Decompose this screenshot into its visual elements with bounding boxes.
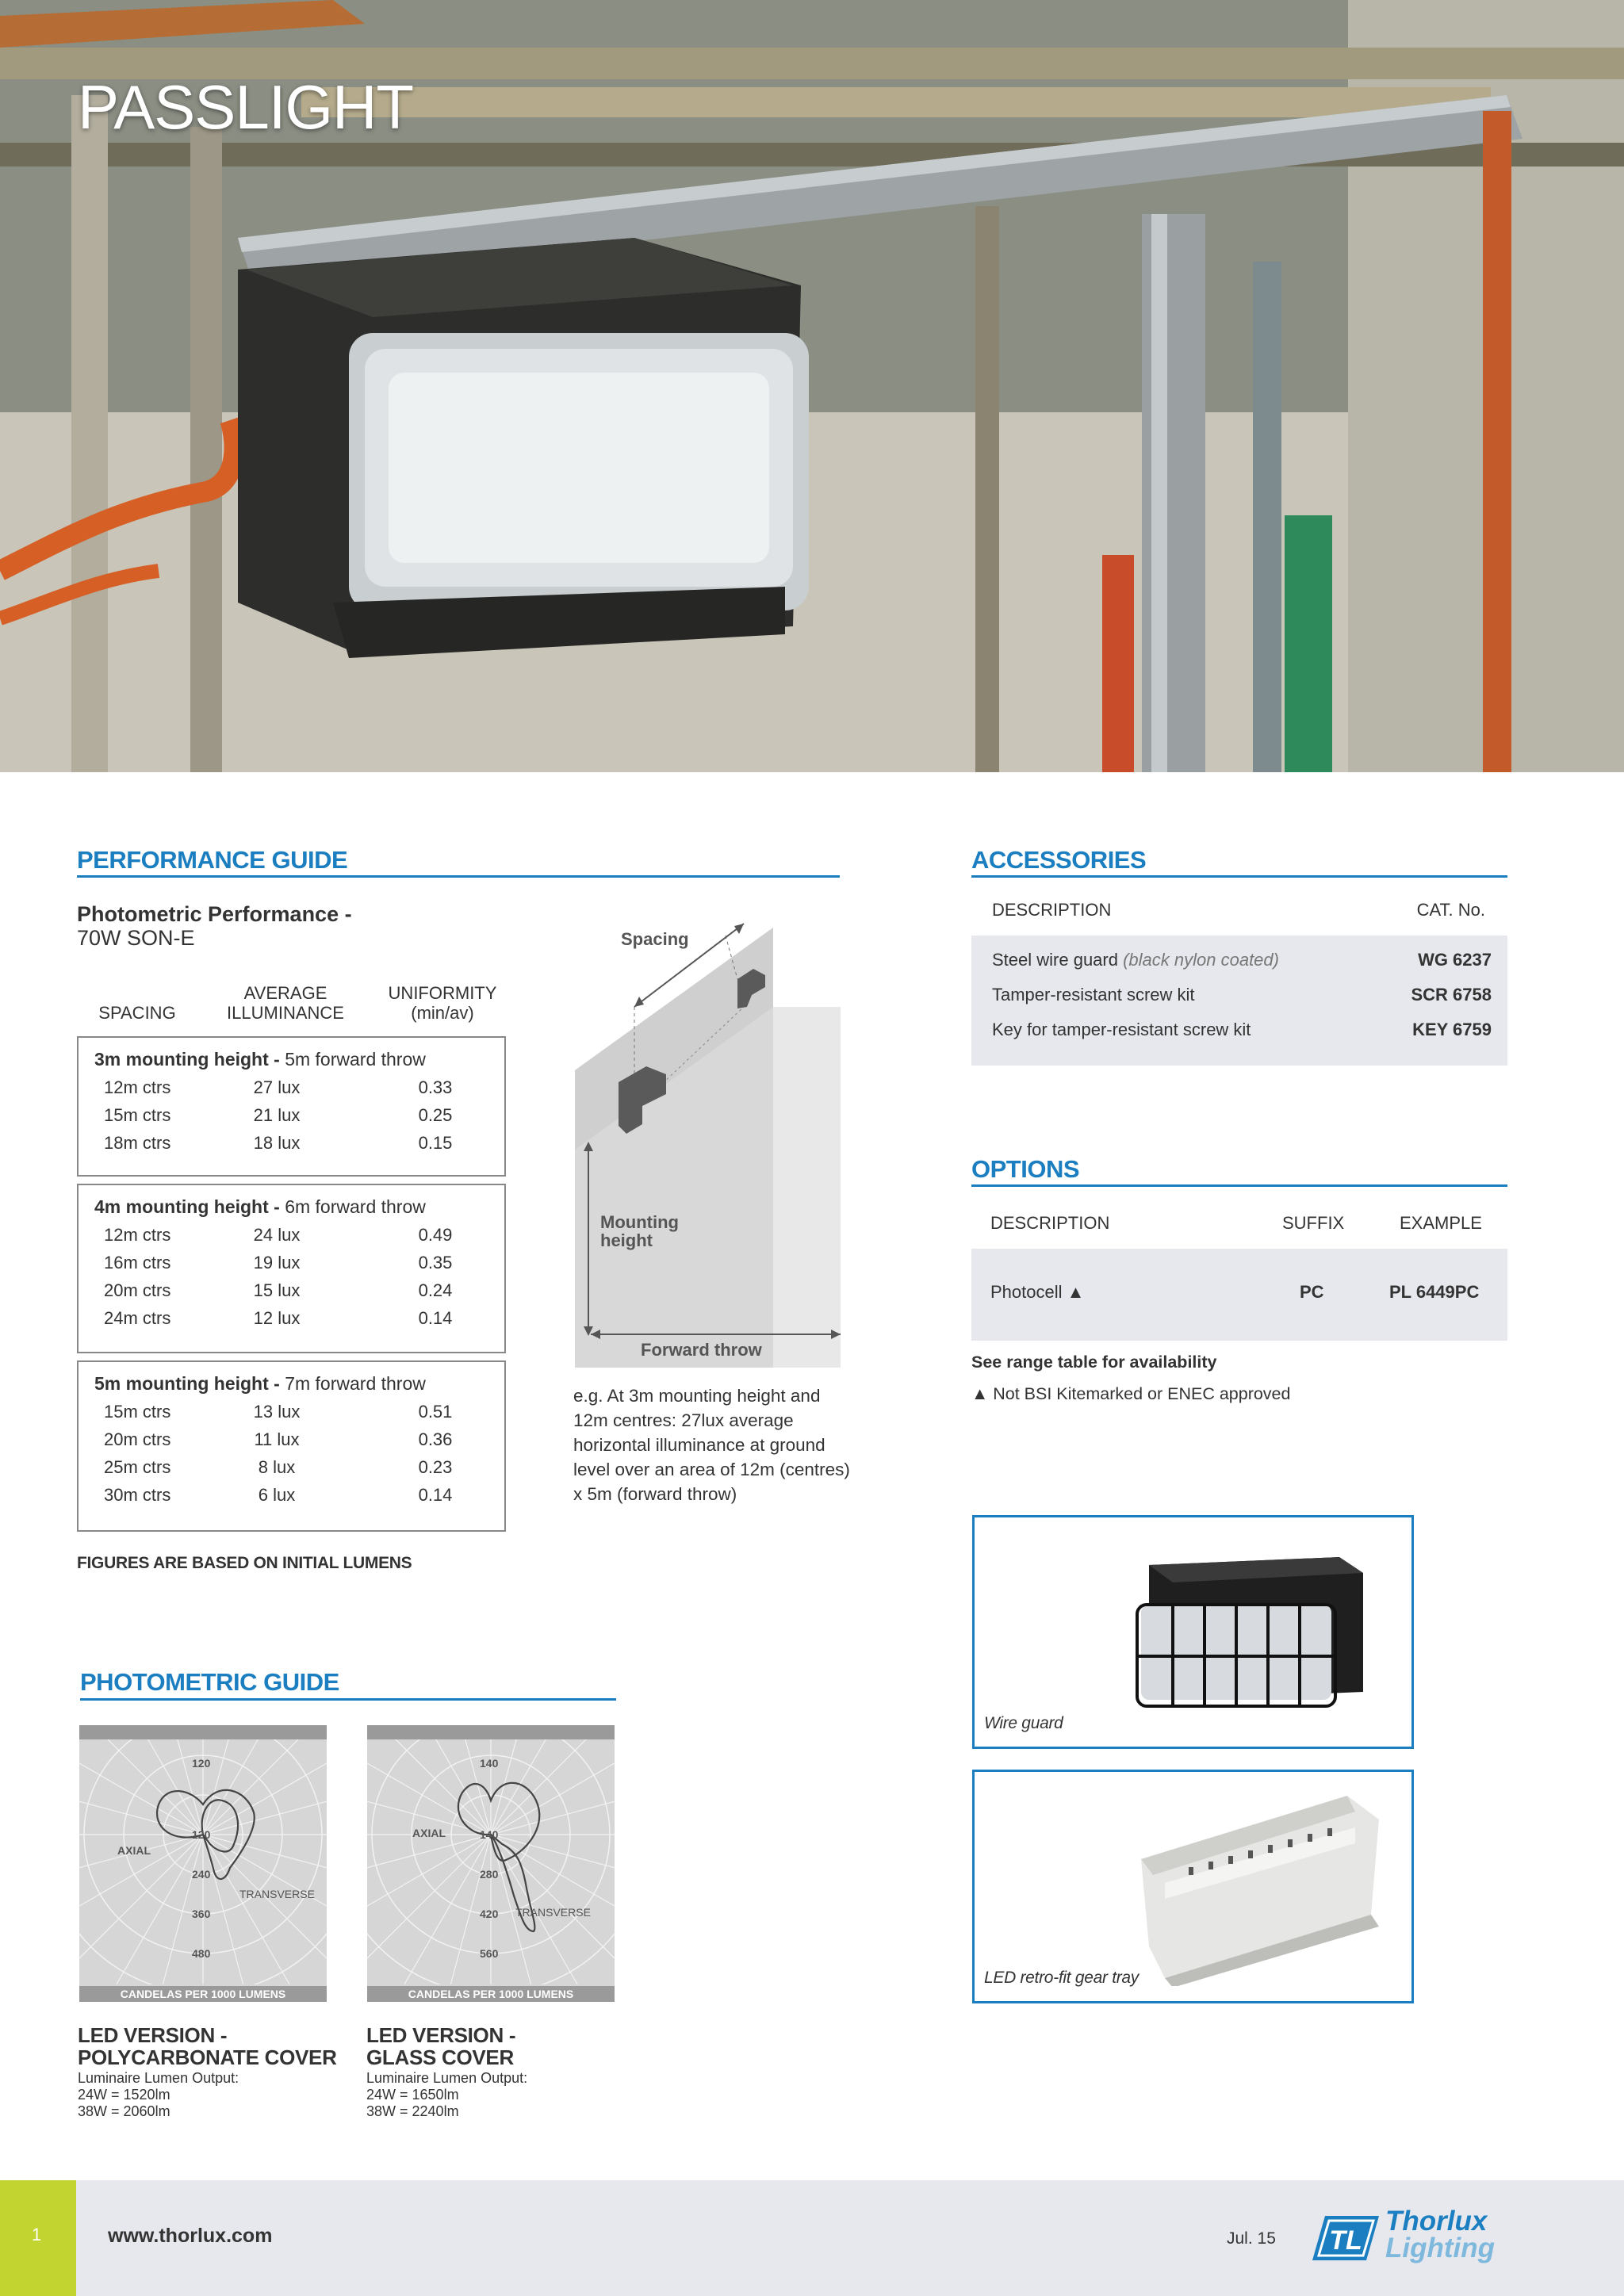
forward-throw: 5m forward throw (285, 1049, 426, 1070)
mounting-height: 5m mounting height - (94, 1373, 285, 1394)
illuminance-cell: 21 lux (253, 1105, 301, 1125)
performance-guide-rule (77, 875, 840, 878)
gear-tray-caption: LED retro-fit gear tray (984, 1969, 1139, 1987)
accessory-note: (black nylon coated) (1123, 950, 1279, 970)
mounting-height: 3m mounting height - (94, 1049, 285, 1070)
subtitle-lamp: 70W SON-E (77, 926, 195, 950)
options-heading: OPTIONS (971, 1155, 1080, 1183)
polar-ring-label: 120 (192, 1757, 211, 1770)
wire-guard-caption: Wire guard (984, 1714, 1063, 1732)
page-number: 1 (32, 2225, 42, 2244)
unif-line-2: (min/av) (411, 1003, 474, 1023)
glass-title-1: LED VERSION - (366, 2023, 516, 2047)
accessories-heading: ACCESSORIES (971, 846, 1147, 874)
gear-tray-product-image (1133, 1788, 1395, 1986)
polar-ring-label: 120 (192, 1828, 211, 1841)
candelas-caption: CANDELAS PER 1000 LUMENS (408, 1988, 574, 2000)
axial-label: AXIAL (412, 1827, 446, 1839)
glass-line-2: 24W = 1650lm (366, 2087, 459, 2103)
polycarbonate-caption (78, 2024, 337, 2120)
uniformity-cell: 0.23 (418, 1457, 453, 1477)
photometric-guide-heading: PHOTOMETRIC GUIDE (80, 1668, 339, 1696)
col-header-illuminance (206, 983, 365, 1023)
poly-line-2: 24W = 1520lm (78, 2087, 170, 2103)
mounting-group-title (94, 1049, 426, 1070)
accessory-name: Steel wire guard (992, 950, 1124, 970)
forward-throw: 6m forward throw (285, 1196, 426, 1217)
mounting-group-title (94, 1196, 426, 1218)
polar-ring-label: 140 (480, 1828, 499, 1841)
accessory-name: Key for tamper-resistant screw kit (992, 1020, 1251, 1039)
accessories-rule (971, 875, 1507, 878)
poly-line-1: Luminaire Lumen Output: (78, 2070, 239, 2086)
spacing-cell: 25m ctrs (104, 1457, 171, 1477)
uniformity-cell: 0.33 (418, 1077, 453, 1097)
lumens-footnote: FIGURES ARE BASED ON INITIAL LUMENS (77, 1554, 412, 1572)
mounting-group (77, 1184, 506, 1353)
performance-guide-heading: PERFORMANCE GUIDE (77, 846, 348, 874)
illuminance-cell: 24 lux (253, 1225, 301, 1245)
illuminance-cell: 8 lux (258, 1457, 296, 1477)
glass-line-3: 38W = 2240lm (366, 2103, 459, 2119)
spacing-cell: 12m ctrs (104, 1225, 171, 1245)
uniformity-cell: 0.35 (418, 1253, 453, 1272)
spacing-cell: 12m ctrs (104, 1077, 171, 1097)
option-example: PL 6449PC (1389, 1282, 1480, 1302)
polar-ring-label: 480 (192, 1947, 211, 1960)
polar-diagram-glass (367, 1725, 615, 2002)
forward-throw: 7m forward throw (285, 1373, 426, 1394)
publication-date: Jul. 15 (1227, 2229, 1276, 2248)
options-col-description: DESCRIPTION (990, 1213, 1110, 1233)
glass-caption (366, 2024, 527, 2120)
polar-ring-label: 420 (480, 1908, 499, 1920)
tl-logo-icon (1312, 2213, 1379, 2263)
poly-title-2: POLYCARBONATE COVER (78, 2045, 337, 2069)
polar-ring-label: 560 (480, 1947, 499, 1960)
poly-title-1: LED VERSION - (78, 2023, 228, 2047)
mounting-diagram (571, 912, 848, 1368)
logo-word-1: Thorlux (1385, 2206, 1488, 2237)
accessory-name: Tamper-resistant screw kit (992, 985, 1195, 1004)
logo-word-2: Lighting (1385, 2233, 1496, 2263)
photometric-guide-rule (80, 1698, 616, 1701)
spacing-cell: 20m ctrs (104, 1280, 171, 1300)
gear-tray-image-box (972, 1770, 1414, 2003)
spacing-cell: 24m ctrs (104, 1308, 171, 1328)
example-explanation (573, 1383, 850, 1506)
candelas-caption: CANDELAS PER 1000 LUMENS (120, 1988, 286, 2000)
accessory-description (992, 1020, 1251, 1040)
uniformity-cell: 0.51 (418, 1402, 453, 1422)
example-line: e.g. At 3m mounting height and (573, 1386, 821, 1406)
mounting-line-2: height (600, 1230, 653, 1250)
diagram-forward-label: Forward throw (641, 1340, 762, 1360)
mounting-height: 4m mounting height - (94, 1196, 285, 1217)
diagram-spacing-label: Spacing (621, 929, 689, 949)
polar-diagram-polycarbonate (79, 1725, 327, 2002)
example-line: 12m centres: 27lux average (573, 1410, 794, 1430)
illuminance-cell: 13 lux (253, 1402, 301, 1422)
illuminance-cell: 11 lux (254, 1429, 300, 1449)
polar-ring-label: 140 (480, 1757, 499, 1770)
options-col-example: EXAMPLE (1400, 1213, 1482, 1233)
spacing-cell: 18m ctrs (104, 1133, 171, 1153)
polar-ring-label: 240 (192, 1868, 211, 1881)
photometric-performance-subtitle (77, 902, 352, 950)
col-header-uniformity (379, 983, 506, 1023)
accessories-table-body (971, 936, 1507, 1066)
svg-text:TL: TL (1329, 2225, 1362, 2256)
axial-label: AXIAL (117, 1844, 151, 1857)
example-line: horizontal illuminance at ground (573, 1435, 825, 1455)
uniformity-cell: 0.24 (418, 1280, 453, 1300)
spacing-cell: 15m ctrs (104, 1105, 171, 1125)
options-rule (971, 1184, 1507, 1187)
page-title: PASSLIGHT (78, 72, 414, 142)
option-suffix: PC (1300, 1282, 1324, 1302)
uniformity-cell: 0.14 (418, 1485, 453, 1505)
page-number-tab (0, 2180, 76, 2296)
illuminance-cell: 27 lux (253, 1077, 301, 1097)
glass-line-1: Luminaire Lumen Output: (366, 2070, 528, 2086)
accessory-description (992, 950, 1279, 970)
options-col-suffix: SUFFIX (1282, 1213, 1345, 1233)
accessories-col-description: DESCRIPTION (992, 900, 1112, 920)
illum-line-2: ILLUMINANCE (227, 1003, 344, 1023)
mounting-line-1: Mounting (600, 1212, 679, 1232)
unif-line-1: UNIFORMITY (388, 983, 497, 1003)
col-header-spacing: SPACING (98, 1003, 176, 1023)
uniformity-cell: 0.36 (418, 1429, 453, 1449)
accessories-header-row (971, 888, 1507, 931)
spacing-cell: 20m ctrs (104, 1429, 171, 1449)
illuminance-cell: 6 lux (258, 1485, 296, 1505)
accessories-col-cat: CAT. No. (1416, 900, 1485, 920)
accessory-cat-no: WG 6237 (1418, 950, 1492, 970)
mounting-group (77, 1036, 506, 1177)
illuminance-cell: 19 lux (253, 1253, 301, 1272)
mounting-group (77, 1360, 506, 1532)
wire-guard-image-box (972, 1515, 1414, 1749)
uniformity-cell: 0.14 (418, 1308, 453, 1328)
polar-ring-label: 280 (480, 1868, 499, 1881)
polar-ring-label: 360 (192, 1908, 211, 1920)
option-description: Photocell ▲ (990, 1282, 1085, 1302)
accessory-cat-no: SCR 6758 (1411, 985, 1492, 1004)
poly-line-3: 38W = 2060lm (78, 2103, 170, 2119)
subtitle-bold: Photometric Performance - (77, 902, 352, 926)
mounting-group-title (94, 1373, 426, 1395)
wire-guard-product-image (1125, 1541, 1379, 1732)
uniformity-cell: 0.15 (418, 1133, 453, 1153)
options-availability-note: See range table for availability (971, 1353, 1217, 1372)
hero-photo (0, 0, 1624, 772)
accessory-cat-no: KEY 6759 (1412, 1020, 1492, 1039)
options-header-row (971, 1201, 1507, 1244)
uniformity-cell: 0.49 (418, 1225, 453, 1245)
illuminance-cell: 18 lux (253, 1133, 301, 1153)
example-line: x 5m (forward throw) (573, 1484, 737, 1504)
spacing-cell: 16m ctrs (104, 1253, 171, 1272)
diagram-mounting-label (600, 1213, 679, 1249)
thorlux-logo (1312, 2206, 1507, 2270)
uniformity-cell: 0.25 (418, 1105, 453, 1125)
illuminance-cell: 12 lux (253, 1308, 301, 1328)
options-kitemark-note: ▲ Not BSI Kitemarked or ENEC approved (971, 1384, 1291, 1403)
spacing-cell: 30m ctrs (104, 1485, 171, 1505)
ground-plane (773, 1007, 841, 1368)
transverse-label: TRANSVERSE (515, 1906, 591, 1919)
example-line: level over an area of 12m (centres) (573, 1460, 850, 1479)
options-row (971, 1249, 1507, 1341)
transverse-label: TRANSVERSE (239, 1888, 315, 1900)
spacing-cell: 15m ctrs (104, 1402, 171, 1422)
illuminance-cell: 15 lux (253, 1280, 301, 1300)
accessory-description (992, 985, 1195, 1005)
illum-line-1: AVERAGE (243, 983, 327, 1003)
glass-title-2: GLASS COVER (366, 2045, 514, 2069)
website-link[interactable]: www.thorlux.com (108, 2225, 273, 2247)
